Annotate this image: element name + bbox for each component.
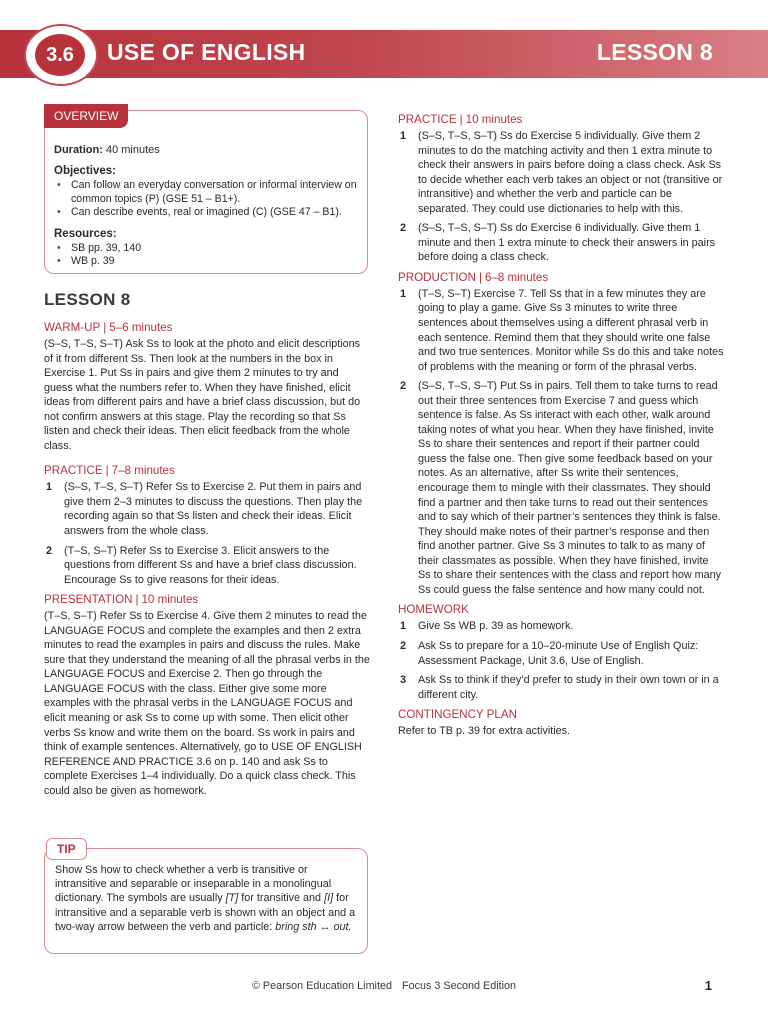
objective-item: • Can follow an everyday conversation or informal interview on common topics (P) (GSE 51 – B1+).	[54, 179, 358, 206]
production-item-text: (S–S, T–S, S–T) Put Ss in pairs. Tell them to take turns to read out their three sentences from Exercise 7 and guess which sentence is false. As Ss interact with each other, walk around taking notes of what you hear. When they have finished, invite Ss to share their sentences and report if their partner could guess the false one. Then give some feedback based on your notes. As an alternative, after Ss write their sentences, encourage them to mingle with their classmates. They should find a partner and then take turns to read out their sentences and to say which of their partner’s sentences they think is false. They should make notes of their partner’s response and then find another partner. Give Ss 3 minutes to talk to as many of their classmates as possible. When they have finished, invite Ss to share their sentences with the class and report how many Ss could guess the false sentence and how many could not.	[418, 380, 722, 596]
practice-item-text: (S–S, T–S, S–T) Refer Ss to Exercise 2. Put them in pairs and give them 2–3 minutes to discuss the questions. Then play the recording again so that Ss listen and check their ideas. Elicit answers from the whole class.	[64, 481, 363, 538]
left-column	[44, 290, 370, 798]
overview-tab: OVERVIEW	[44, 104, 128, 128]
practice-list	[44, 480, 370, 587]
objectives-heading: Objectives:	[54, 165, 116, 177]
tip-tab: TIP	[46, 838, 87, 860]
practice-title: PRACTICE	[44, 464, 103, 478]
contingency-text: Refer to TB p. 39 for extra activities.	[398, 725, 571, 738]
tip-box	[44, 848, 368, 954]
practice-item: 2 (S–S, T–S, S–T) Ss do Exercise 6 individually. Give them 1 minute and then 1 extra minute to check their answers in pairs before doing a class check.	[400, 222, 716, 264]
presentation-title: PRESENTATION	[44, 593, 133, 607]
tip-text: for transitive and	[238, 892, 325, 905]
production-heading: PRODUCTION | 6–8 minutes	[398, 270, 549, 284]
warmup-text: (S–S, T–S, S–T) Ask Ss to look at the photo and elicit descriptions of it from different Ss. Then look at the numbers in the box in Exercise 1. Put Ss in pairs and give them 2 minutes to try and guess what the numbers refer to. When they have finished, elicit ideas from different pairs and have a brief class discussion, but do not confirm answers at this stage. Play the recording so that Ss listen and check their ideas. Then elicit feedback from the whole class.	[44, 338, 361, 452]
practice-item-text: (T–S, S–T) Refer Ss to Exercise 3. Elicit answers to the questions from different Ss and have a brief class discussion. Encourage Ss to give reasons for their ideas.	[64, 544, 357, 586]
homework-item-text: Ask Ss to think if they’d prefer to study in their own town or in a different city.	[418, 674, 719, 701]
practice-item: 2 (T–S, S–T) Refer Ss to Exercise 3. Elicit answers to the questions from different Ss and have a brief class discussion. Encourage Ss to give reasons for their ideas.	[46, 544, 357, 586]
practice-item: 1 (S–S, T–S, S–T) Ss do Exercise 5 individually. Give them 2 minutes to do the matching activity and then 1 extra minute to check their answers in pairs before doing a class check. Ask Ss to decide whether each verb takes an object or not (transitive or intransitive) and whether the verb and particle can be separated. They could use dictionaries to help with this.	[400, 130, 723, 215]
resource-item: • WB p. 39	[54, 255, 358, 269]
practice-time: 7–8 minutes	[111, 464, 175, 478]
practice-heading-right: PRACTICE | 10 minutes	[398, 113, 523, 126]
resources-list	[54, 242, 358, 269]
tip-text: Show Ss how to check whether a verb is transitive or intransitive and separable or inseparable in a monolingual dictionary. The symbols are usually	[55, 864, 332, 905]
presentation-text: (T–S, S–T) Refer Ss to Exercise 4. Give them 2 minutes to read the LANGUAGE FOCUS and complete the examples and then 2 extra minutes to read the examples in pairs and discuss the rules. Make sure that they understand the meaning of all the phrasal verbs in the LANGUAGE FOCUS and Exercise 2. Then go through the LANGUAGE FOCUS with the class. Either give some more examples with the phrasal verbs in the LANGUAGE FOCUS and elicit meaning or ask Ss to come up with some. Then elicit other verbs Ss know and write them on the board. Ss work in pairs and think of example sentences. Alternatively, go to USE OF ENGLISH REFERENCE AND PRACTICE 3.6 on p. 140 and ask Ss to complete Exercises 1–4 individually. Do a quick class check. This could also be given as homework.	[44, 610, 370, 797]
practice-item-text: (S–S, T–S, S–T) Ss do Exercise 6 individually. Give them 1 minute and then 1 extra minute to check their answers in pairs before doing a class check.	[418, 222, 716, 264]
production-item: 1 (T–S, S–T) Exercise 7. Tell Ss that in a few minutes they are going to play a game. Give Ss 3 minutes to write three sentences about themselves using a different phrasal verb in each sentence. Remind them that they should write one false and two true sentences. Monitor while Ss do this and take notes of problems with the meaning or form of the phrasal verbs.	[400, 287, 724, 373]
tip-text: for intransitive and a separable verb is shown with an object and a two-way arrow between the verb and particle:	[55, 892, 356, 933]
objectives-list	[54, 179, 358, 220]
lesson-heading: LESSON 8	[44, 290, 131, 309]
unit-number-badge: 3.6	[33, 32, 87, 78]
contingency-heading: CONTINGENCY PLAN	[398, 708, 517, 722]
objective-item: • Can describe events, real or imagined (C) (GSE 47 – B1).	[54, 206, 358, 220]
practice-item: 1 (S–S, T–S, S–T) Refer Ss to Exercise 2. Put them in pairs and give them 2–3 minutes to discuss the questions. Then play the recording again so that Ss listen and check their ideas. Elicit answers from the whole class.	[46, 481, 363, 538]
warmup-heading: WARM-UP | 5–6 minutes	[44, 321, 173, 334]
homework-heading: HOMEWORK	[398, 603, 469, 617]
warmup-title: WARM-UP	[44, 321, 101, 334]
homework-item: 3 Ask Ss to think if they’d prefer to study in their own town or in a different city.	[400, 674, 719, 701]
practice-item-text: (S–S, T–S, S–T) Ss do Exercise 5 individually. Give them 2 minutes to do the matching activity and then 1 extra minute to check their answers in pairs before doing a class check. Ask Ss to decide whether each verb takes an object or not (transitive or intransitive) and whether the verb and particle can be separated. They could use dictionaries to help with this.	[418, 130, 723, 215]
footer	[0, 980, 768, 992]
tip-symbol-transitive: [T]	[225, 892, 239, 905]
practice-heading: PRACTICE | 7–8 minutes	[44, 464, 175, 478]
tip-symbol-intransitive: [I]	[324, 892, 334, 905]
right-column	[398, 106, 724, 739]
production-title: PRODUCTION	[398, 270, 476, 284]
copyright-text: © Pearson Education Limited	[251, 980, 392, 992]
practice-list-right	[398, 129, 724, 265]
edition-text: Focus 3 Second Edition	[401, 980, 517, 992]
page-number: 1	[704, 978, 712, 993]
homework-item-text: Ask Ss to prepare for a 10–20-minute Use of English Quiz: Assessment Package, Unit 3.6, Use of English.	[418, 639, 699, 667]
presentation-heading: PRESENTATION | 10 minutes	[44, 593, 199, 607]
homework-list	[398, 619, 724, 702]
page-title: USE OF ENGLISH	[107, 39, 306, 65]
tip-example: bring sth ↔ out.	[275, 920, 352, 933]
homework-item: 1 Give Ss WB p. 39 as homework.	[400, 620, 574, 633]
production-list	[398, 287, 724, 597]
production-item: 2 (S–S, T–S, S–T) Put Ss in pairs. Tell them to take turns to read out their three sentences from Exercise 7 and guess which sentence is false. As Ss interact with each other, walk around taking notes of what you hear. When they have finished, invite Ss to share their sentences and report if their partner could guess the false one. Then give some feedback based on your notes. As an alternative, after Ss write their sentences, encourage them to mingle with their classmates. They should find a partner and then take turns to read out their sentences and to say which of their partner’s sentences they think is false. They should make notes of their partner’s response and then find another partner. Give Ss 3 minutes to talk to as many of their classmates as possible. When they have finished, invite Ss to share their sentences with the class and report how many Ss could guess the false sentence and how many could not.	[400, 380, 722, 596]
production-time: 6–8 minutes	[484, 270, 549, 284]
practice-title: PRACTICE	[398, 113, 457, 126]
production-item-text: (T–S, S–T) Exercise 7. Tell Ss that in a few minutes they are going to play a game. Give Ss 3 minutes to write three sentences about themselves using a different phrasal verb in each sentence. Remind them that they should write one false and two true sentences. Monitor while Ss do this and take notes of problems with the meaning or form of the phrasal verbs.	[418, 287, 724, 373]
resource-item: • SB pp. 39, 140	[54, 242, 358, 256]
warmup-time: 5–6 minutes	[109, 321, 173, 334]
duration-line	[54, 143, 358, 157]
overview-box	[44, 110, 368, 274]
practice-time: 10 minutes	[465, 113, 523, 126]
duration-value: 40 minutes	[102, 144, 160, 156]
lesson-label: LESSON 8	[596, 39, 713, 65]
homework-item-text: Give Ss WB p. 39 as homework.	[418, 620, 574, 633]
resources-heading: Resources:	[54, 227, 117, 240]
homework-item: 2 Ask Ss to prepare for a 10–20-minute Use of English Quiz: Assessment Package, Unit 3.6, Use of English.	[400, 639, 699, 667]
presentation-time: 10 minutes	[141, 593, 199, 607]
duration-label: Duration:	[54, 144, 103, 156]
